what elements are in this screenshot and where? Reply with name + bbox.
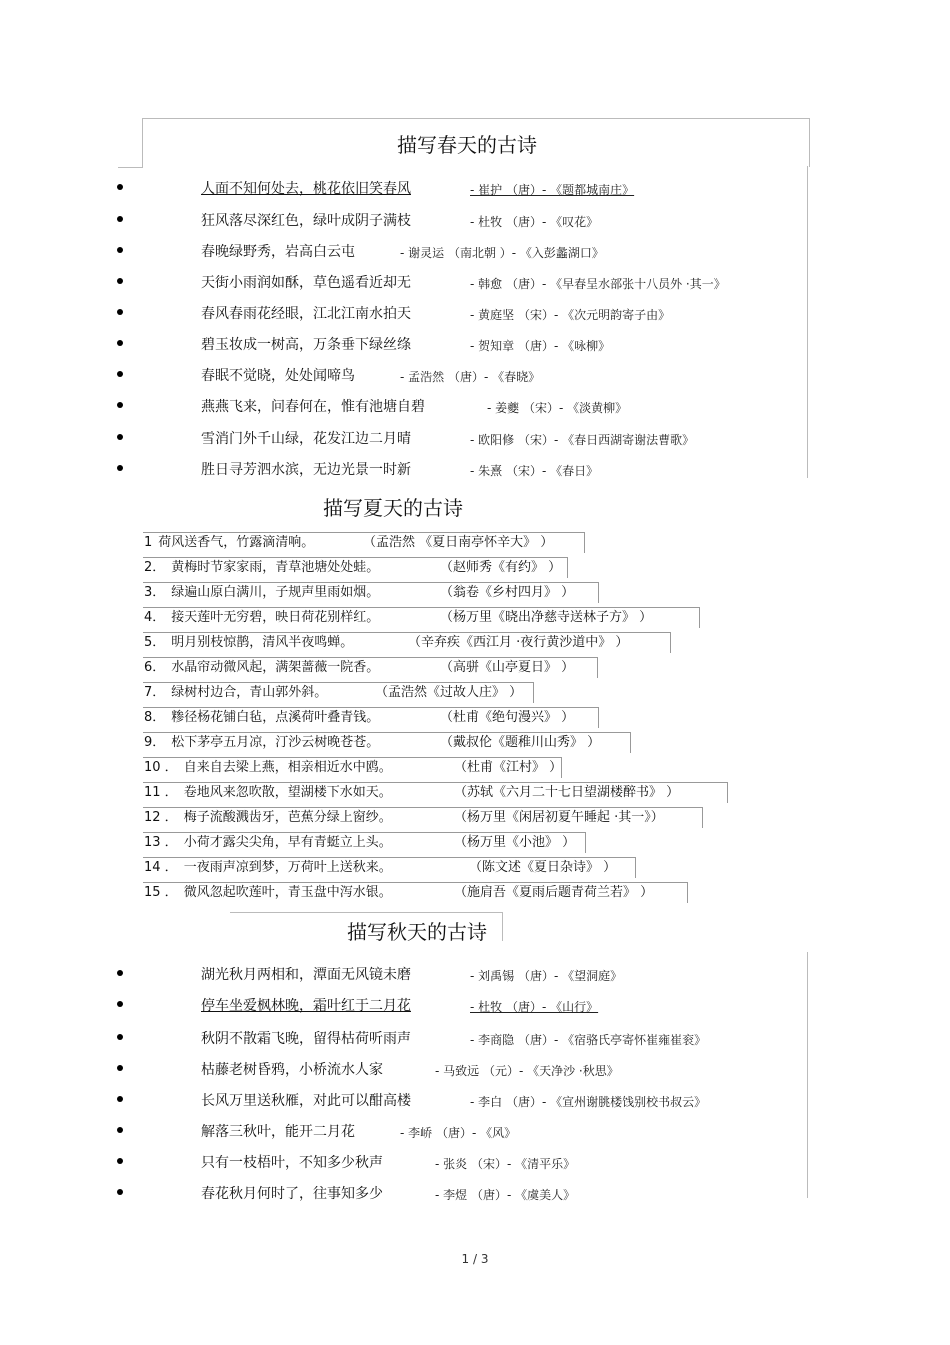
poem-source: （孟浩然《过故人庄》 ） [375, 685, 523, 700]
bullet-icon [117, 1096, 123, 1102]
poem-line: 接天莲叶无穷碧，映日荷花别样红。 [171, 610, 380, 625]
poem-line: 绿遍山原白满川，子规声里雨如烟。 [171, 585, 380, 600]
poem-line: 小荷才露尖尖角，早有青蜓立上头。 [183, 835, 392, 850]
poem-source: （杨万里《晓出净慈寺送林子方》 ） [440, 610, 653, 625]
list-item [0, 241, 950, 261]
poem-source: - 孟浩然 （唐）- 《春晓》 [400, 370, 541, 384]
item-number: 10 ． [144, 760, 178, 775]
numbered-item [143, 857, 636, 878]
list-item [0, 459, 950, 479]
poem-source: - 谢灵运 （南北朝 ）- 《入彭蠡湖口》 [400, 246, 604, 260]
poem-source: - 马致远 （元）- 《天净沙 ·秋思》 [435, 1064, 619, 1078]
poem-source: （杨万里《小池》 ） [454, 835, 576, 850]
bullet-icon [117, 247, 123, 253]
poem-line: 糁径杨花铺白毡，点溪荷叶叠青钱。 [171, 710, 380, 725]
item-number: 8． [144, 710, 166, 725]
poem-line: 春晚绿野秀，岩高白云屯 [201, 244, 355, 260]
list-item [0, 1028, 950, 1048]
poem-source: - 刘禹锡 （唐）- 《望洞庭》 [470, 969, 623, 983]
poem-source: - 李白 （唐）- 《宣州谢朓楼饯别校书叔云》 [470, 1095, 707, 1109]
bullet-icon [117, 1158, 123, 1164]
list-item [0, 964, 950, 984]
poem-source: - 李煜 （唐）- 《虞美人》 [435, 1188, 576, 1202]
poem-source: - 姜夔 （宋）- 《淡黄柳》 [487, 401, 628, 415]
bullet-icon [117, 216, 123, 222]
poem-source: （孟浩然 《夏日南亭怀辛大》 ） [363, 535, 554, 550]
poem-line: 梅子流酸溅齿牙，芭蕉分绿上窗纱。 [183, 810, 392, 825]
list-item [0, 1090, 950, 1110]
list-item [0, 1059, 950, 1079]
bullet-icon [117, 309, 123, 315]
poem-line: 自来自去梁上燕，相亲相近水中鸥。 [183, 760, 392, 775]
poem-line: 秋阴不散霜飞晚，留得枯荷听雨声 [201, 1031, 411, 1047]
poem-source: （杜甫《绝句漫兴》 ） [440, 710, 575, 725]
bullet-icon [117, 371, 123, 377]
poem-line: 一夜雨声凉到梦，万荷叶上送秋来。 [183, 860, 392, 875]
poem-source: - 张炎 （宋）- 《清平乐》 [435, 1157, 576, 1171]
bullet-icon [117, 340, 123, 346]
poem-line: 解落三秋叶，能开二月花 [201, 1124, 355, 1140]
list-item [0, 428, 950, 448]
poem-source: - 欧阳修 （宋）- 《春日西湖寄谢法曹歌》 [470, 433, 695, 447]
poem-line: 荷风送香气，竹露滴清响。 [158, 535, 315, 550]
bullet-icon [117, 1034, 123, 1040]
summer-heading: 描写夏天的古诗 [323, 496, 463, 520]
item-number: 4． [144, 610, 166, 625]
poem-source: （施肩吾《夏雨后题青荷兰若》 ） [454, 885, 654, 900]
numbered-item [143, 657, 598, 678]
bullet-icon [117, 465, 123, 471]
poem-line: 人面不知何处去，桃花依旧笑春风 [201, 181, 411, 197]
poem-source: - 韩愈 （唐）- 《早春呈水部张十八员外 ·其一》 [470, 277, 726, 291]
poem-line: 胜日寻芳泗水滨，无边光景一时新 [201, 462, 411, 478]
numbered-item [143, 557, 568, 578]
bullet-icon [117, 1001, 123, 1007]
poem-source: - 李商隐 （唐）- 《宿骆氏亭寄怀崔雍崔衮》 [470, 1033, 707, 1047]
poem-source: - 朱熹 （宋）- 《春日》 [470, 464, 599, 478]
numbered-item [143, 782, 728, 803]
list-item [0, 210, 950, 230]
item-number: 14 ． [144, 860, 178, 875]
poem-source: - 崔护 （唐）- 《题都城南庄》 [470, 183, 635, 197]
poem-line: 枯藤老树昏鸦，小桥流水人家 [201, 1062, 383, 1078]
poem-line: 燕燕飞来，问春何在，惟有池塘自碧 [201, 399, 425, 415]
bullet-icon [117, 434, 123, 440]
poem-line: 水晶帘动微风起，满架蔷薇一院香。 [171, 660, 380, 675]
item-number: 3． [144, 585, 166, 600]
bullet-icon [117, 184, 123, 190]
item-number: 9． [144, 735, 166, 750]
item-number: 11 ． [144, 785, 178, 800]
list-item [0, 396, 950, 416]
poem-line: 长风万里送秋雁，对此可以酣高楼 [201, 1093, 411, 1109]
numbered-item [143, 607, 700, 628]
poem-line: 天街小雨润如酥，草色遥看近却无 [201, 275, 411, 291]
list-item [0, 1183, 950, 1203]
list-item [0, 995, 950, 1015]
poem-line: 只有一枝梧叶，不知多少秋声 [201, 1155, 383, 1171]
page-number: 1 / 3 [461, 1252, 489, 1266]
poem-source: （杨万里《闲居初夏午睡起 ·其一》） [454, 810, 664, 825]
poem-source: （高骈《山亭夏日》 ） [440, 660, 575, 675]
numbered-item [143, 882, 688, 903]
bullet-icon [117, 278, 123, 284]
bullet-icon [117, 1189, 123, 1195]
poem-line: 卷地风来忽吹散，望湖楼下水如天。 [183, 785, 392, 800]
list-item [0, 1152, 950, 1172]
poem-line: 雪消门外千山绿，花发江边二月晴 [201, 431, 411, 447]
item-number: 5． [144, 635, 166, 650]
numbered-item [143, 732, 631, 753]
bullet-icon [117, 970, 123, 976]
numbered-item [143, 707, 599, 728]
poem-line: 明月别枝惊鹊，清风半夜鸣蝉。 [171, 635, 354, 650]
item-number: 13 ． [144, 835, 178, 850]
item-number: 2． [144, 560, 166, 575]
spring-heading: 描写春天的古诗 [397, 133, 537, 157]
autumn-heading: 描写秋天的古诗 [347, 920, 487, 944]
item-number: 1 [144, 535, 153, 550]
list-item [0, 178, 950, 198]
bullet-icon [117, 1127, 123, 1133]
list-item [0, 303, 950, 323]
poem-source: （戴叔伦《题稚川山秀》 ） [440, 735, 601, 750]
poem-line: 绿树村边合，青山郭外斜。 [171, 685, 328, 700]
numbered-item [143, 682, 534, 703]
poem-line: 黄梅时节家家雨，青草池塘处处蛙。 [171, 560, 380, 575]
frame-line [118, 167, 143, 168]
poem-line: 狂风落尽深红色，绿叶成阴子满枝 [201, 213, 411, 229]
numbered-item [143, 532, 585, 553]
item-number: 7． [144, 685, 166, 700]
numbered-item [143, 582, 599, 603]
poem-source: （翁卷《乡村四月》 ） [440, 585, 575, 600]
numbered-item [143, 807, 703, 828]
poem-source: （赵师秀《有约》 ） [440, 560, 562, 575]
bullet-icon [117, 1065, 123, 1071]
poem-line: 春眠不觉晓，处处闻啼鸟 [201, 368, 355, 384]
poem-source: - 黄庭坚 （宋）- 《次元明韵寄子由》 [470, 308, 671, 322]
poem-source: - 杜牧 （唐）- 《山行》 [470, 1000, 599, 1014]
bullet-icon [117, 402, 123, 408]
poem-line: 停车坐爱枫林晚，霜叶红于二月花 [201, 998, 411, 1014]
poem-line: 春风春雨花经眼，江北江南水拍天 [201, 306, 411, 322]
poem-line: 碧玉妆成一树高，万条垂下绿丝绦 [201, 337, 411, 353]
poem-line: 松下茅亭五月凉，汀沙云树晚苍苍。 [171, 735, 380, 750]
poem-source: - 杜牧 （唐）- 《叹花》 [470, 215, 599, 229]
list-item [0, 272, 950, 292]
poem-line: 春花秋月何时了，往事知多少 [201, 1186, 383, 1202]
poem-line: 湖光秋月两相和，潭面无风镜未磨 [201, 967, 411, 983]
list-item [0, 334, 950, 354]
item-number: 12 ． [144, 810, 178, 825]
list-item [0, 1121, 950, 1141]
item-number: 15 ． [144, 885, 178, 900]
numbered-item [143, 632, 671, 653]
poem-line: 微风忽起吹莲叶，青玉盘中泻水银。 [183, 885, 392, 900]
numbered-item [143, 832, 586, 853]
poem-source: （陈文述《夏日杂诗》 ） [469, 860, 617, 875]
poem-source: （杜甫《江村》 ） [454, 760, 563, 775]
poem-source: - 李峤 （唐）- 《风》 [400, 1126, 517, 1140]
poem-source: - 贺知章 （唐）- 《咏柳》 [470, 339, 611, 353]
item-number: 6． [144, 660, 166, 675]
list-item [0, 365, 950, 385]
numbered-item [143, 757, 562, 778]
poem-source: （苏轼《六月二十七日望湖楼醉书》 ） [454, 785, 680, 800]
poem-source: （辛弃疾《西江月 ·夜行黄沙道中》 ） [408, 635, 629, 650]
